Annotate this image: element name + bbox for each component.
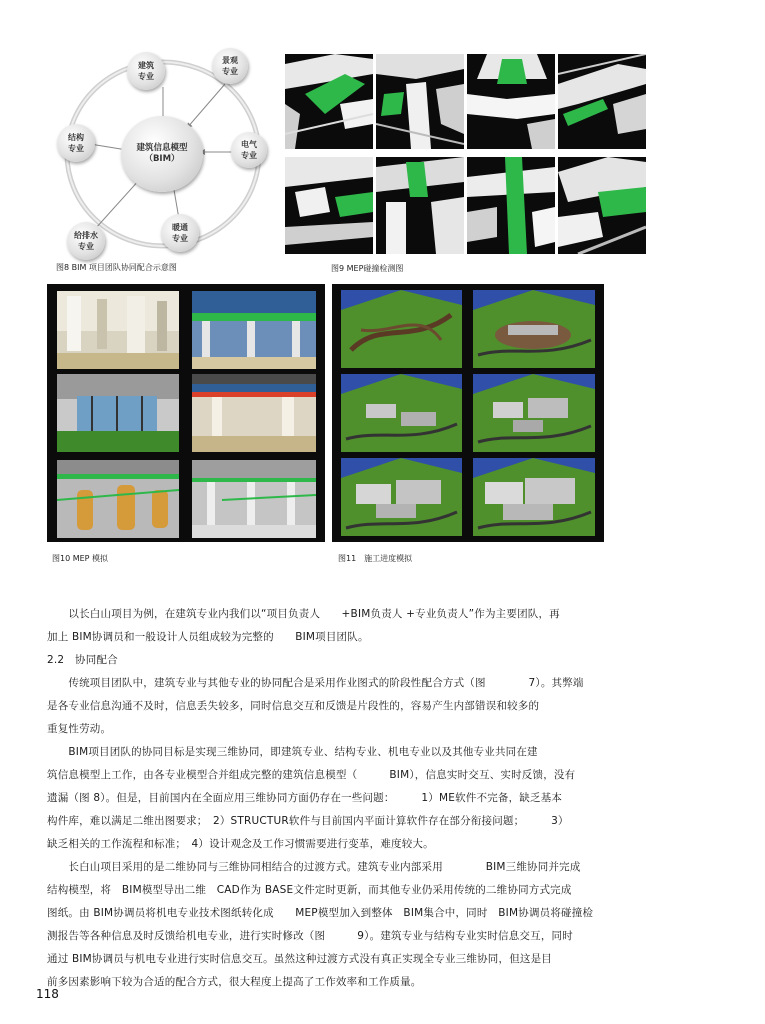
clash-panel-1 <box>285 54 373 149</box>
node-electrical-line2: 专业 <box>241 151 257 160</box>
body-line: 测报告等各种信息及时反馈给机电专业，进行实时修改（图 9）。建筑专业与结构专业实时信息交互，同时 <box>47 930 573 942</box>
mep-panel-1 <box>57 291 179 369</box>
clash-panel-3 <box>467 54 555 149</box>
node-center-line1: 建筑信息模型 <box>136 143 188 153</box>
node-structure <box>57 124 95 162</box>
clash-panel-7 <box>467 157 555 254</box>
body-line: 长白山项目采用的是二维协同与三维协同相结合的过渡方式。建筑专业内部采用 BIM三维协同并完成 <box>47 861 581 873</box>
body-line: 前多因素影响下较为合适的配合方式，很大程度上提高了工作效率和工作质量。 <box>47 976 422 988</box>
node-architecture <box>127 52 165 90</box>
node-architecture-line1: 建筑 <box>138 61 154 70</box>
body-line: 加上 BIM协调员和一般设计人员组成较为完整的 BIM项目团队。 <box>47 631 369 643</box>
figure-9-caption: 图9 MEP碰撞检测图 <box>331 264 404 273</box>
body-line: 遗漏（图 8）。但是，目前国内在全面应用三维协同方面仍存在一些问题： 1）ME软件不完备，缺乏基本 <box>47 792 563 804</box>
clash-panel-8 <box>558 157 646 254</box>
body-text <box>47 603 594 994</box>
body-line: 图纸。由 BIM协调员将机电专业技术图纸转化成 MEP模型加入到整体 BIM集合中，同时 BIM协调员将碰撞检 <box>47 907 594 919</box>
figure-10-caption: 图10 MEP 模拟 <box>52 554 109 563</box>
node-landscape <box>212 48 248 84</box>
mep-panel-3 <box>57 374 179 452</box>
progress-panel-2 <box>473 290 595 368</box>
node-structure-line1: 结构 <box>68 133 84 142</box>
node-electrical <box>231 132 267 168</box>
figure-9-clash-grid <box>285 54 646 254</box>
figure-8-caption: 图8 BIM 项目团队协同配合示意图 <box>56 263 177 272</box>
node-hvac-line2: 专业 <box>172 234 188 243</box>
clash-panel-6 <box>376 157 464 254</box>
progress-panel-5 <box>341 458 462 536</box>
node-electrical-line1: 电气 <box>241 140 257 149</box>
progress-panel-4 <box>473 374 595 452</box>
node-hvac-line1: 暖通 <box>172 223 188 232</box>
mep-panel-5 <box>57 460 179 538</box>
body-line: 以长白山项目为例，在建筑专业内我们以“项目负责人 +BIM负责人 +专业负责人”作为主要团队，再 <box>47 608 560 620</box>
node-center-bim <box>121 116 203 192</box>
body-line: 通过 BIM协调员与机电专业进行实时信息交互。虽然这种过渡方式没有真正实现全专业三维协同，但这是目 <box>47 953 552 965</box>
body-line: 筑信息模型上工作，由各专业模型合并组成完整的建筑信息模型（ BIM），信息实时交互、实时反馈，没有 <box>47 769 576 781</box>
node-landscape-line1: 景观 <box>222 56 238 65</box>
figure-10-mep-grid <box>47 284 325 542</box>
body-line: BIM项目团队的协同目标是实现三维协同，即建筑专业、结构专业、机电专业以及其他专业共同在建 <box>47 746 538 758</box>
mep-panel-2 <box>192 291 316 369</box>
clash-panel-5 <box>285 157 373 254</box>
figure-11-caption: 图11 施工进度模拟 <box>338 554 413 563</box>
clash-panel-2 <box>376 54 464 149</box>
progress-panel-6 <box>473 458 595 536</box>
body-line: 是各专业信息沟通不及时，信息丢失较多，同时信息交互和反馈是片段性的，容易产生内部错误和较多的 <box>47 700 540 712</box>
figure-8-bim-diagram <box>55 44 270 264</box>
body-line: 结构模型，将 BIM模型导出二维 CAD作为 BASE文件定时更新，而其他专业仍采用传统的二维协同方式完成 <box>47 884 572 896</box>
mep-panel-6 <box>192 460 316 538</box>
clash-panel-4 <box>558 54 646 149</box>
node-landscape-line2: 专业 <box>222 67 238 76</box>
page-number: 118 <box>36 987 59 1001</box>
mep-panel-4 <box>192 374 316 452</box>
node-structure-line2: 专业 <box>68 144 84 153</box>
node-architecture-line2: 专业 <box>138 72 154 81</box>
node-hvac <box>161 214 199 252</box>
body-line: 重复性劳动。 <box>47 723 112 735</box>
body-line: 缺乏相关的工作流程和标准； 4）设计观念及工作习惯需要进行变革，难度较大。 <box>47 838 434 850</box>
progress-panel-3 <box>341 374 462 452</box>
body-line: 构件库，难以满足二维出图要求； 2）STRUCTUR软件与目前国内平面计算软件存在部分衔接问题； 3） <box>47 815 569 827</box>
node-plumbing <box>67 222 105 260</box>
progress-panel-1 <box>341 290 462 368</box>
node-center-line2: （BIM） <box>144 154 180 164</box>
body-line: 传统项目团队中，建筑专业与其他专业的协同配合是采用作业图式的阶段性配合方式（图 7）。其弊端 <box>47 677 584 689</box>
section-heading: 2.2 协同配合 <box>47 654 118 666</box>
figure-11-progress-grid <box>332 284 604 542</box>
node-plumbing-line1: 给排水 <box>74 231 98 240</box>
node-plumbing-line2: 专业 <box>78 242 94 251</box>
